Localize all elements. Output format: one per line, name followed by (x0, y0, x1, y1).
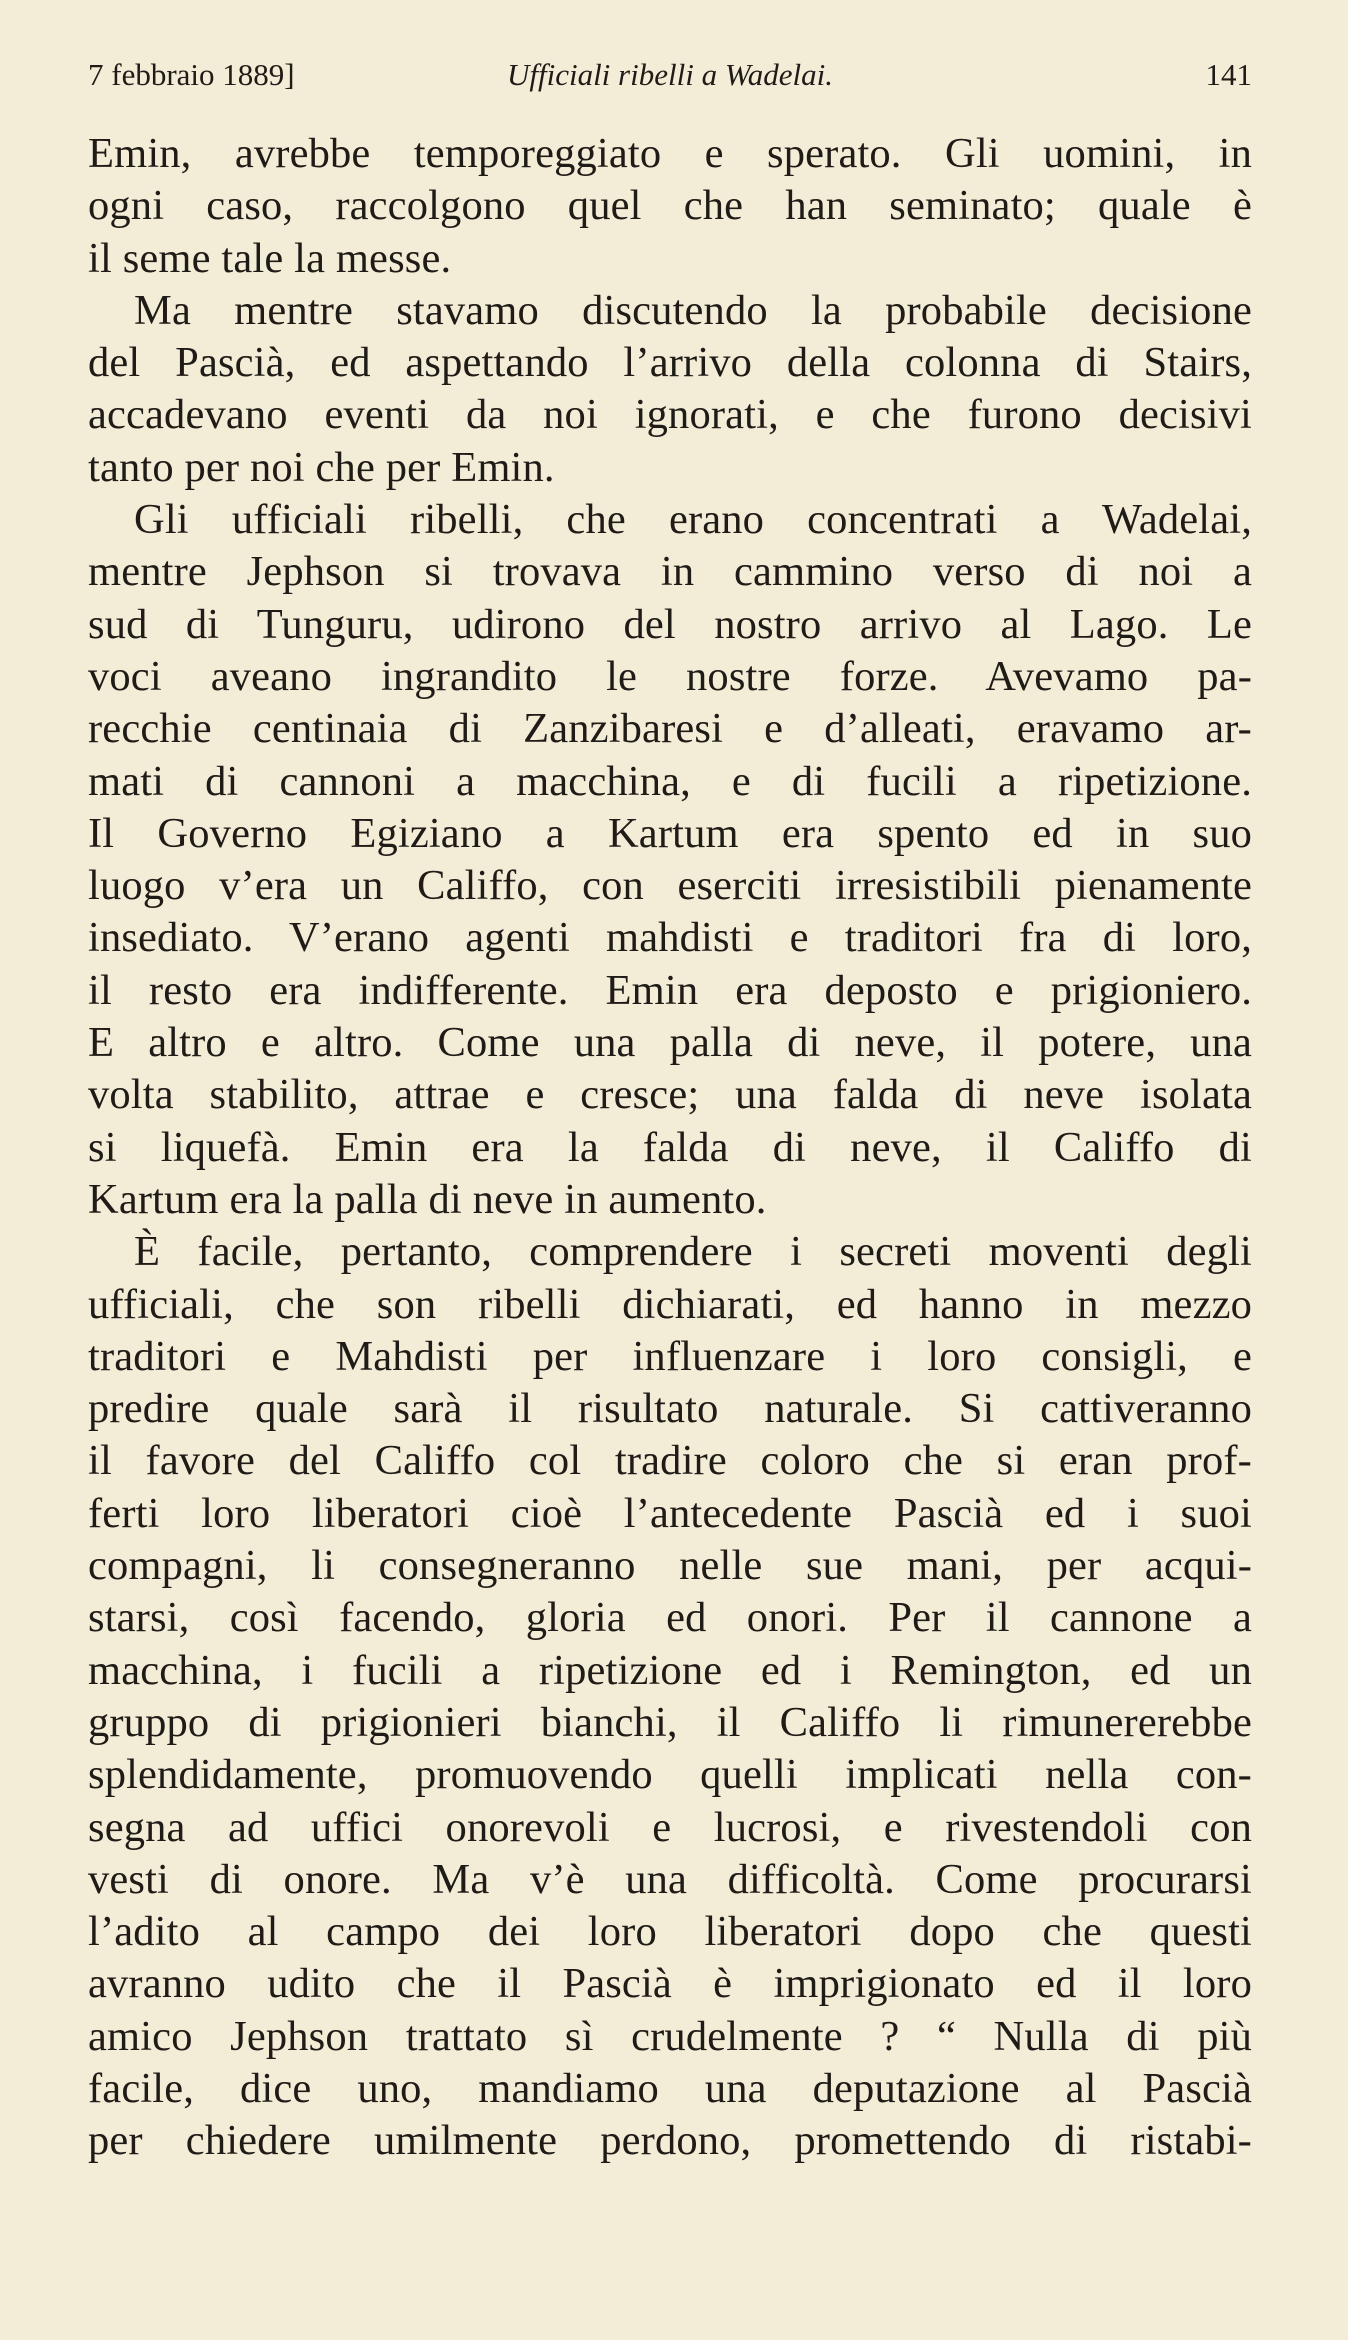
page-number: 141 (1205, 57, 1252, 92)
body-text (88, 128, 1252, 2168)
text-line: compagni, li consegneranno nelle sue mani, per acqui- (88, 1542, 1252, 1590)
text-line: per chiedere umilmente perdono, promettendo di ristabi- (88, 2117, 1252, 2165)
text-line: ufficiali, che son ribelli dichiarati, ed hanno in mezzo (88, 1280, 1252, 1328)
text-line: predire quale sarà il risultato naturale. Si cattiveranno (88, 1385, 1252, 1433)
header-date: 7 febbraio 1889] (88, 57, 295, 92)
text-line: luogo v’era un Califfo, con eserciti irresistibili pienamente (88, 862, 1252, 910)
text-line: splendidamente, promuovendo quelli implicati nella con- (88, 1751, 1252, 1799)
text-line: Ma mentre stavamo discutendo la probabile decisione (134, 286, 1252, 334)
text-line: accadevano eventi da noi ignorati, e che furono decisivi (88, 391, 1252, 439)
text-line: avranno udito che il Pascià è imprigionato ed il loro (88, 1960, 1252, 2008)
running-head (88, 52, 1252, 98)
text-line: insediato. V’erano agenti mahdisti e traditori fra di loro, (88, 914, 1252, 962)
text-line: voci aveano ingrandito le nostre forze. Avevamo pa- (88, 652, 1252, 700)
text-line: Il Governo Egiziano a Kartum era spento ed in suo (88, 809, 1252, 857)
text-line: vesti di onore. Ma v’è una difficoltà. Come procurarsi (88, 1855, 1252, 1903)
text-line: volta stabilito, attrae e cresce; una falda di neve isolata (88, 1071, 1252, 1119)
text-line: E altro e altro. Come una palla di neve, il potere, una (88, 1019, 1252, 1067)
text-line: amico Jephson trattato sì crudelmente ? “ Nulla di più (88, 2012, 1252, 2060)
text-line: È facile, pertanto, comprendere i secreti moventi degli (134, 1228, 1252, 1276)
text-line: macchina, i fucili a ripetizione ed i Remington, ed un (88, 1646, 1252, 1694)
text-line: del Pascià, ed aspettando l’arrivo della colonna di Stairs, (88, 339, 1252, 387)
text-line: il resto era indifferente. Emin era deposto e prigioniero. (88, 966, 1252, 1014)
text-line: facile, dice uno, mandiamo una deputazione al Pascià (88, 2064, 1252, 2112)
text-line: mati di cannoni a macchina, e di fucili a ripetizione. (88, 757, 1252, 805)
text-line: tanto per noi che per Emin. (88, 443, 555, 491)
header-title: Ufficiali ribelli a Wadelai. (506, 57, 834, 92)
text-line: segna ad uffici onorevoli e lucrosi, e rivestendoli con (88, 1803, 1252, 1851)
text-line: sud di Tunguru, udirono del nostro arrivo al Lago. Le (88, 600, 1252, 648)
text-line: mentre Jephson si trovava in cammino verso di noi a (88, 548, 1252, 596)
text-line: Emin, avrebbe temporeggiato e sperato. Gli uomini, in (88, 130, 1252, 177)
text-line: Gli ufficiali ribelli, che erano concentrati a Wadelai, (134, 496, 1252, 544)
text-line: recchie centinaia di Zanzibaresi e d’alleati, eravamo ar- (88, 705, 1252, 753)
text-line: ferti loro liberatori cioè l’antecedente Pascià ed i suoi (88, 1489, 1252, 1537)
text-line: il seme tale la messe. (88, 234, 452, 282)
text-line: starsi, così facendo, gloria ed onori. Per il cannone a (88, 1594, 1252, 1642)
text-line: Kartum era la palla di neve in aumento. (88, 1175, 767, 1223)
text-line: il favore del Califfo col tradire coloro che si eran prof- (88, 1437, 1252, 1485)
text-line: traditori e Mahdisti per influenzare i loro consigli, e (88, 1332, 1252, 1380)
text-line: l’adito al campo dei loro liberatori dopo che questi (88, 1908, 1252, 1956)
text-line: ogni caso, raccolgono quel che han seminato; quale è (88, 182, 1252, 230)
text-line: gruppo di prigionieri bianchi, il Califfo li rimunererebbe (88, 1698, 1252, 1746)
text-line: si liquefà. Emin era la falda di neve, il Califfo di (88, 1123, 1252, 1171)
